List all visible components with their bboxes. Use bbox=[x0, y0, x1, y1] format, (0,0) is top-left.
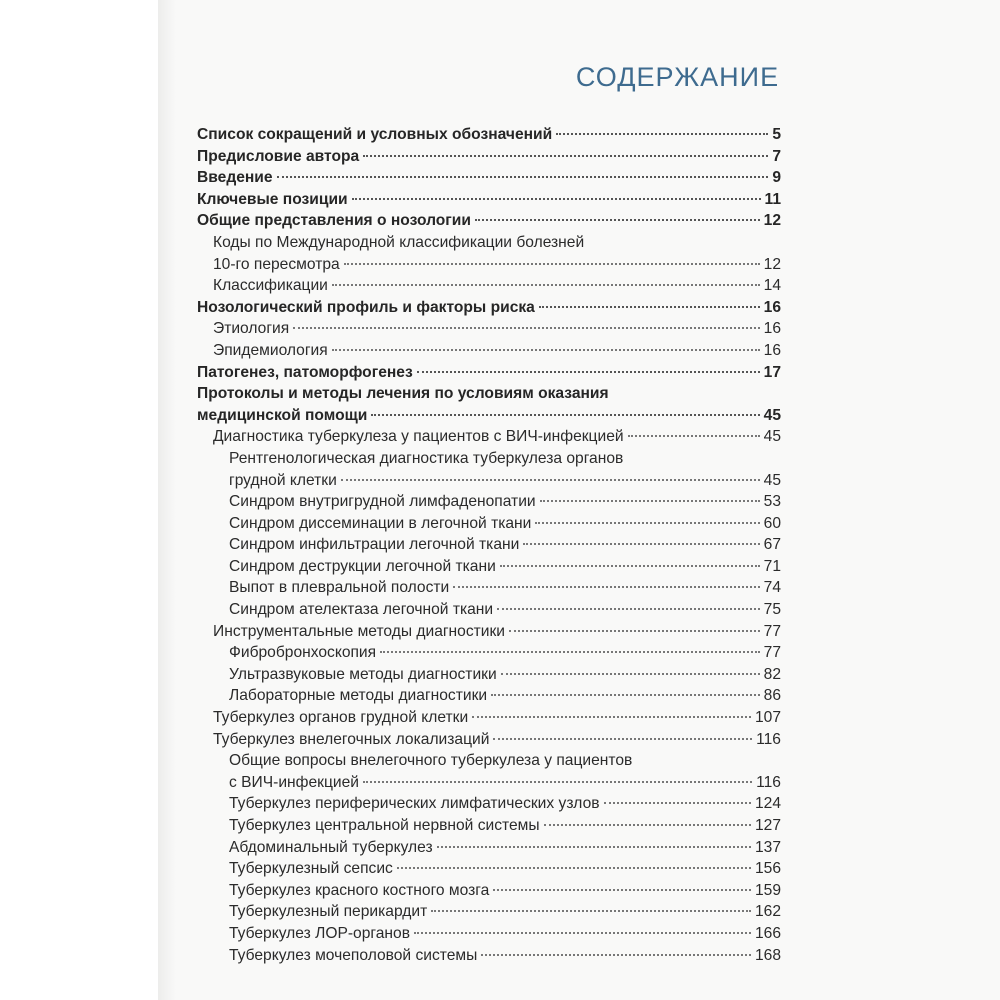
toc-entry-title: Туберкулезный сепсис bbox=[229, 860, 393, 878]
toc-leader-dots bbox=[293, 327, 759, 329]
toc-page-number: 162 bbox=[754, 903, 781, 921]
toc-entry-title: Инструментальные методы диагностики bbox=[213, 622, 506, 640]
toc-entry-title: Абдоминальный туберкулез bbox=[229, 838, 433, 856]
toc-entry[interactable] bbox=[197, 470, 781, 492]
toc-entry-title: Этиология bbox=[213, 320, 290, 338]
toc-page-number: 45 bbox=[763, 406, 781, 424]
toc-page-number: 14 bbox=[763, 277, 781, 295]
toc-entry[interactable] bbox=[197, 513, 781, 535]
toc-entry[interactable] bbox=[197, 340, 781, 362]
toc-entry-title: Синдром инфильтрации легочной ткани bbox=[229, 536, 520, 554]
toc-entry-title: Синдром ателектаза легочной ткани bbox=[229, 601, 494, 619]
toc-page-number: 159 bbox=[754, 881, 781, 899]
page-gutter-shadow bbox=[158, 0, 176, 1000]
toc-entry[interactable] bbox=[197, 837, 781, 859]
toc-leader-dots bbox=[628, 435, 760, 437]
toc-leader-dots bbox=[475, 219, 760, 221]
toc-page-number: 17 bbox=[763, 363, 781, 381]
toc-leader-dots bbox=[332, 349, 760, 351]
toc-leader-dots bbox=[344, 263, 760, 265]
toc-leader-dots bbox=[604, 802, 751, 804]
toc-entry[interactable] bbox=[197, 621, 781, 643]
toc-entry-title: Туберкулез периферических лимфатических узлов bbox=[229, 795, 600, 813]
toc-page-number: 75 bbox=[763, 601, 781, 619]
toc-entry[interactable] bbox=[197, 815, 781, 837]
toc-page-number: 107 bbox=[754, 709, 781, 727]
toc-entry[interactable] bbox=[197, 793, 781, 815]
toc-page-number: 11 bbox=[764, 190, 781, 208]
toc-entry[interactable] bbox=[197, 772, 781, 794]
toc-page-number: 12 bbox=[763, 255, 781, 273]
toc-entry-title: Выпот в плевральной полости bbox=[229, 579, 450, 597]
toc-page-number: 60 bbox=[763, 514, 781, 532]
toc-page-number: 82 bbox=[763, 665, 781, 683]
toc-leader-dots bbox=[417, 371, 760, 373]
toc-leader-dots bbox=[556, 133, 768, 135]
toc-entry-title: Туберкулез органов грудной клетки bbox=[213, 709, 469, 727]
toc-entry-title: Предисловие автора bbox=[197, 147, 360, 165]
toc-entry-title: Эпидемиология bbox=[213, 341, 328, 359]
toc-entry-title: Синдром диссеминации в легочной ткани bbox=[229, 514, 532, 532]
toc-leader-dots bbox=[352, 198, 761, 200]
toc-page-number: 67 bbox=[763, 536, 781, 554]
toc-leader-dots bbox=[497, 608, 760, 610]
toc-entry-title: Нозологический профиль и факторы риска bbox=[197, 298, 535, 316]
toc-entry[interactable] bbox=[197, 642, 781, 664]
toc-page-number: 166 bbox=[754, 924, 781, 942]
toc-leader-dots bbox=[544, 824, 751, 826]
toc-entry[interactable] bbox=[197, 880, 781, 902]
toc-leader-dots bbox=[500, 565, 760, 567]
toc-leader-dots bbox=[380, 651, 760, 653]
toc-entry-title: Общие вопросы внелегочного туберкулеза у пациентов bbox=[229, 752, 633, 770]
toc-leader-dots bbox=[453, 586, 759, 588]
toc-page-number: 7 bbox=[772, 147, 781, 165]
toc-entry-title: Туберкулез мочеполовой системы bbox=[229, 946, 478, 964]
toc-page-number: 5 bbox=[772, 126, 781, 143]
toc-page-number: 127 bbox=[754, 817, 781, 834]
toc-entry-title: Лабораторные методы диагностики bbox=[229, 687, 488, 705]
toc-entry-title-cont: грудной клетки bbox=[229, 471, 337, 489]
toc-entry-title: Туберкулез центральной нервной системы bbox=[229, 817, 540, 834]
toc-leader-dots bbox=[509, 630, 760, 632]
toc-leader-dots bbox=[535, 522, 759, 524]
toc-entry[interactable] bbox=[197, 405, 781, 427]
toc-entry-title: Диагностика туберкулеза у пациентов с ВИЧ-инфекцией bbox=[213, 428, 624, 446]
toc-page-number: 45 bbox=[763, 428, 781, 446]
toc-page-number: 156 bbox=[754, 860, 781, 878]
toc-entry[interactable] bbox=[197, 534, 781, 556]
page-title: СОДЕРЖАНИЕ bbox=[575, 62, 780, 92]
toc-leader-dots bbox=[363, 155, 768, 157]
toc-leader-dots bbox=[539, 306, 760, 308]
toc-entry-title-cont: медицинской помощи bbox=[197, 406, 368, 424]
toc-entry-title: Туберкулез внелегочных локализаций bbox=[213, 730, 490, 748]
toc-entry[interactable] bbox=[197, 318, 781, 340]
toc-entry-title: Фибробронхоскопия bbox=[229, 644, 377, 662]
toc-page-number: 137 bbox=[754, 838, 781, 856]
toc-entry-title: Туберкулез красного костного мозга bbox=[229, 881, 490, 899]
toc-leader-dots bbox=[437, 846, 751, 848]
toc-leader-dots bbox=[397, 867, 751, 869]
toc-leader-dots bbox=[332, 284, 760, 286]
toc-entry[interactable] bbox=[197, 210, 781, 232]
toc-entry[interactable] bbox=[197, 146, 781, 168]
toc-entry[interactable] bbox=[197, 901, 781, 923]
toc-entry-title: Протоколы и методы лечения по условиям оказания bbox=[197, 385, 609, 403]
toc-page-number: 16 bbox=[763, 320, 781, 338]
toc-leader-dots bbox=[491, 694, 760, 696]
toc-leader-dots bbox=[493, 889, 751, 891]
toc-page-number: 12 bbox=[763, 212, 781, 230]
toc-page-number: 77 bbox=[763, 644, 781, 662]
toc-entry-title: Синдром внутригрудной лимфаденопатии bbox=[229, 493, 536, 511]
toc-leader-dots bbox=[341, 479, 760, 481]
toc-leader-dots bbox=[481, 954, 751, 956]
table-of-contents bbox=[197, 124, 781, 966]
toc-leader-dots bbox=[371, 414, 759, 416]
toc-entry[interactable] bbox=[197, 923, 781, 945]
toc-entry-title-cont: с ВИЧ-инфекцией bbox=[229, 773, 359, 791]
toc-page-number: 71 bbox=[763, 557, 781, 575]
toc-entry[interactable] bbox=[197, 275, 781, 297]
toc-entry[interactable] bbox=[197, 254, 781, 276]
toc-entry[interactable] bbox=[197, 426, 781, 448]
toc-page-number: 45 bbox=[763, 471, 781, 489]
toc-leader-dots bbox=[363, 781, 752, 783]
toc-entry[interactable] bbox=[197, 491, 781, 513]
toc-page-number: 116 bbox=[756, 730, 781, 748]
toc-page-number: 74 bbox=[763, 579, 781, 597]
toc-page-number: 9 bbox=[772, 169, 781, 187]
toc-leader-dots bbox=[472, 716, 751, 718]
toc-leader-dots bbox=[540, 500, 760, 502]
toc-entry[interactable] bbox=[197, 297, 781, 319]
toc-page-number: 16 bbox=[763, 341, 781, 359]
toc-entry-title: Коды по Международной классификации болезней bbox=[213, 233, 585, 251]
toc-entry-title: Рентгенологическая диагностика туберкулеза органов bbox=[229, 449, 624, 467]
toc-entry[interactable] bbox=[197, 189, 781, 211]
toc-page-number: 86 bbox=[763, 687, 781, 705]
toc-entry[interactable] bbox=[197, 167, 781, 189]
toc-entry-title: Туберкулезный перикардит bbox=[229, 903, 428, 921]
toc-entry[interactable] bbox=[197, 599, 781, 621]
toc-entry-title-cont: 10-го пересмотра bbox=[213, 255, 340, 273]
toc-leader-dots bbox=[431, 910, 751, 912]
toc-entry[interactable] bbox=[197, 945, 781, 967]
toc-entry[interactable] bbox=[197, 556, 781, 578]
toc-entry-title: Общие представления о нозологии bbox=[197, 212, 471, 230]
toc-entry-title: Классификации bbox=[213, 277, 328, 295]
toc-entry-title: Список сокращений и условных обозначений bbox=[197, 126, 553, 143]
toc-entry-title: Ультразвуковые методы диагностики bbox=[229, 665, 497, 683]
toc-entry[interactable] bbox=[197, 858, 781, 880]
toc-page-number: 124 bbox=[754, 795, 781, 813]
toc-leader-dots bbox=[277, 176, 769, 178]
toc-entry-title: Синдром деструкции легочной ткани bbox=[229, 557, 496, 575]
toc-entry-title: Ключевые позиции bbox=[197, 190, 348, 208]
toc-entry-title: Патогенез, патоморфогенез bbox=[197, 363, 413, 381]
toc-entry[interactable] bbox=[197, 124, 781, 146]
toc-entry[interactable] bbox=[197, 664, 781, 686]
toc-entry[interactable] bbox=[197, 577, 781, 599]
toc-entry[interactable] bbox=[197, 707, 781, 729]
toc-entry[interactable] bbox=[197, 362, 781, 384]
toc-leader-dots bbox=[493, 738, 752, 740]
toc-page-number: 116 bbox=[756, 773, 781, 791]
toc-page-number: 77 bbox=[763, 622, 781, 640]
toc-page-number: 53 bbox=[763, 493, 781, 511]
toc-page-number: 16 bbox=[763, 298, 781, 316]
toc-entry[interactable] bbox=[197, 729, 781, 751]
toc-entry-title: Введение bbox=[197, 169, 273, 187]
toc-leader-dots bbox=[501, 673, 760, 675]
toc-leader-dots bbox=[523, 543, 759, 545]
toc-leader-dots bbox=[414, 932, 751, 934]
toc-page-number: 168 bbox=[754, 946, 781, 964]
toc-entry-title: Туберкулез ЛОР-органов bbox=[229, 924, 410, 942]
toc-entry[interactable] bbox=[197, 685, 781, 707]
